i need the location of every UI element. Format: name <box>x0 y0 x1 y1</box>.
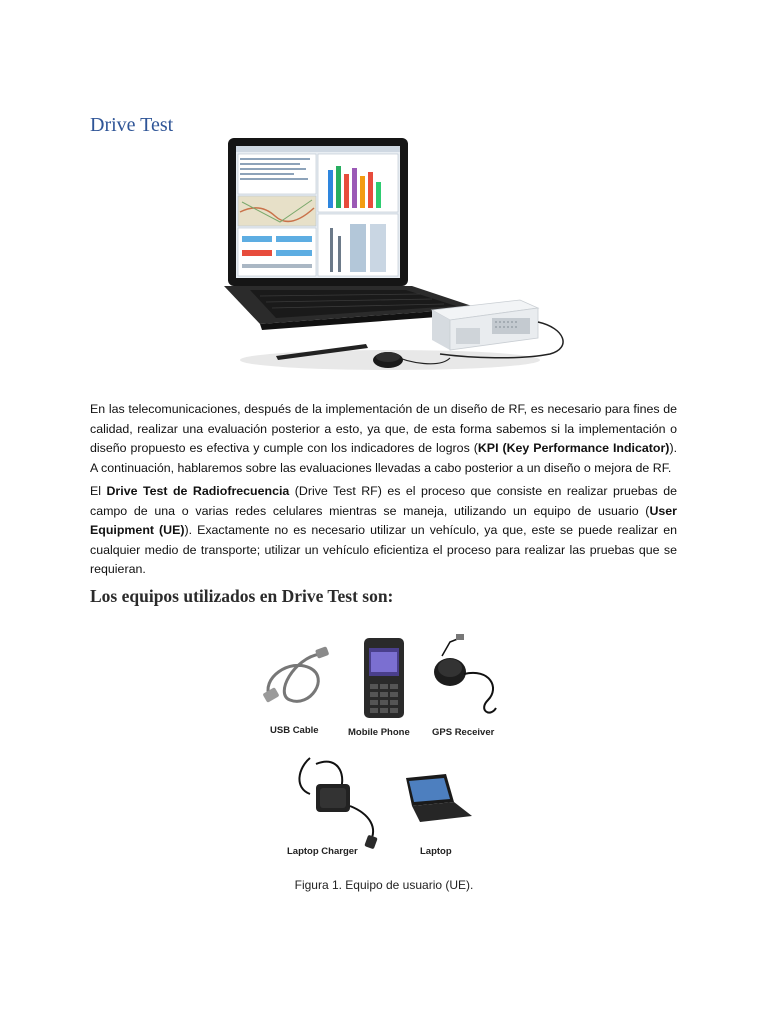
gps-receiver-label: GPS Receiver <box>432 727 495 738</box>
paragraph1-text-1: En las telecomunicaciones, después de la implementación de un diseño de RF, es necesario para fines de calidad, realizar una evaluación posterior a esto, ya que, de esta forma sabemos si la implementación o diseño propuesto es efectiva y cumple con los indicadores de logros ( <box>90 402 677 456</box>
usb-cable-icon <box>262 646 329 703</box>
page-title: Drive Test <box>90 114 174 136</box>
paragraph2-text-2: (Drive Test RF) es el proceso que consiste en realizar pruebas de campo de una o varias redes celulares mientras se maneja, utilizando un equipo de usuario ( <box>90 484 677 518</box>
drive-test-paragraph <box>90 482 677 580</box>
mobile-phone-label: Mobile Phone <box>348 727 410 738</box>
laptop-icon <box>406 774 472 822</box>
drive-test-laptop-image <box>220 132 580 382</box>
intro-paragraph <box>90 400 677 478</box>
paragraph1-kpi-bold: KPI (Key Performance Indicator) <box>477 441 670 456</box>
mobile-phone-icon <box>364 638 404 718</box>
usb-cable-label: USB Cable <box>270 725 319 736</box>
figure-caption: Figura 1. Equipo de usuario (UE). <box>294 878 474 892</box>
paragraph2-drive-test-bold: Drive Test de Radiofrecuencia <box>106 484 290 498</box>
section-heading: Los equipos utilizados en Drive Test son: <box>90 586 394 606</box>
laptop-label: Laptop <box>420 846 452 857</box>
paragraph2-text-1: El <box>90 484 107 498</box>
gps-receiver-icon <box>434 634 496 713</box>
paragraph1-text-2: ). A continuación, hablaremos sobre las evaluaciones llevadas a cabo posterior a un diseño o mejora de RF. <box>90 441 678 475</box>
paragraph2-text-3: ). Exactamente no es necesario utilizar un vehículo, ya que, este se puede realizar en cualquier medio de transporte; utilizar un vehículo eficientiza el proceso para realizar las pruebas que se requieran. <box>90 523 677 577</box>
paragraph2-ue-bold: User Equipment (UE) <box>90 503 677 538</box>
laptop-charger-label: Laptop Charger <box>287 846 358 857</box>
equipment-illustration <box>250 628 520 868</box>
laptop-charger-icon <box>299 758 377 849</box>
equipment-figure <box>250 628 520 868</box>
